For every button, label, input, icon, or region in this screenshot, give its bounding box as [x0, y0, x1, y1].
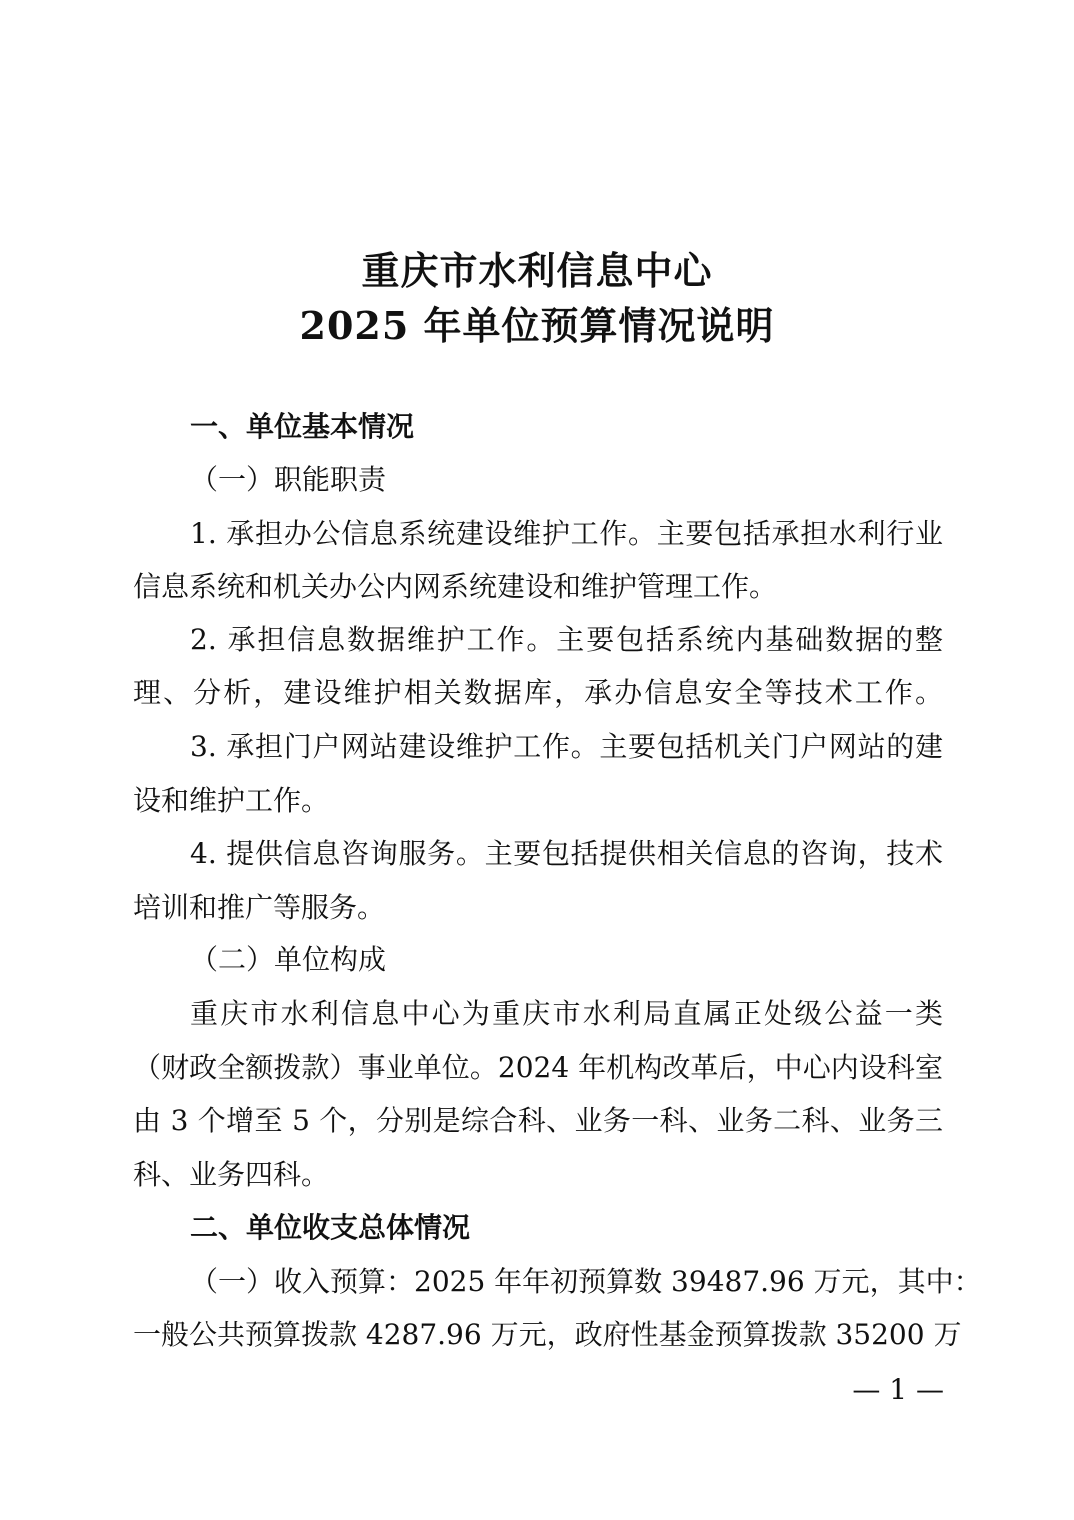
paragraph-line: 1. 承担办公信息系统建设维护工作。主要包括承担水利行业 — [190, 517, 943, 550]
paragraph-line: 3. 承担门户网站建设维护工作。主要包括机关门户网站的建 — [190, 730, 943, 763]
paragraph-line: （财政全额拨款）事业单位。2024 年机构改革后，中心内设科室 — [133, 1051, 943, 1084]
document-title-line-2: 2025 年单位预算情况说明 — [299, 303, 775, 348]
section-heading-basic-info: 一、单位基本情况 — [190, 410, 415, 443]
paragraph-line: 4. 提供信息咨询服务。主要包括提供相关信息的咨询，技术 — [190, 837, 943, 870]
paragraph-line: 信息系统和机关办公内网系统建设和维护管理工作。 — [133, 570, 778, 603]
paragraph-line: 科、业务四科。 — [133, 1158, 330, 1191]
paragraph-line: （一）收入预算：2025 年年初预算数 39487.96 万元，其中： — [190, 1265, 982, 1298]
page-number: — 1 — — [852, 1373, 944, 1406]
paragraph-line: 由 3 个增至 5 个，分别是综合科、业务一科、业务二科、业务三 — [133, 1104, 943, 1137]
paragraph-line: 重庆市水利信息中心为重庆市水利局直属正处级公益一类 — [190, 997, 943, 1030]
section-heading-budget-overview: 二、单位收支总体情况 — [190, 1211, 471, 1244]
paragraph-line: 2. 承担信息数据维护工作。主要包括系统内基础数据的整 — [190, 623, 943, 656]
paragraph-line: 培训和推广等服务。 — [133, 891, 386, 924]
paragraph-line: 理、分析，建设维护相关数据库，承办信息安全等技术工作。 — [133, 676, 943, 709]
document-title-line-1: 重庆市水利信息中心 — [361, 248, 713, 293]
subsection-heading-functions: （一）职能职责 — [190, 463, 387, 496]
paragraph-line: 设和维护工作。 — [133, 784, 330, 817]
paragraph-line: 一般公共预算拨款 4287.96 万元，政府性基金预算拨款 35200 万 — [133, 1318, 962, 1351]
subsection-heading-composition: （二）单位构成 — [190, 943, 387, 976]
